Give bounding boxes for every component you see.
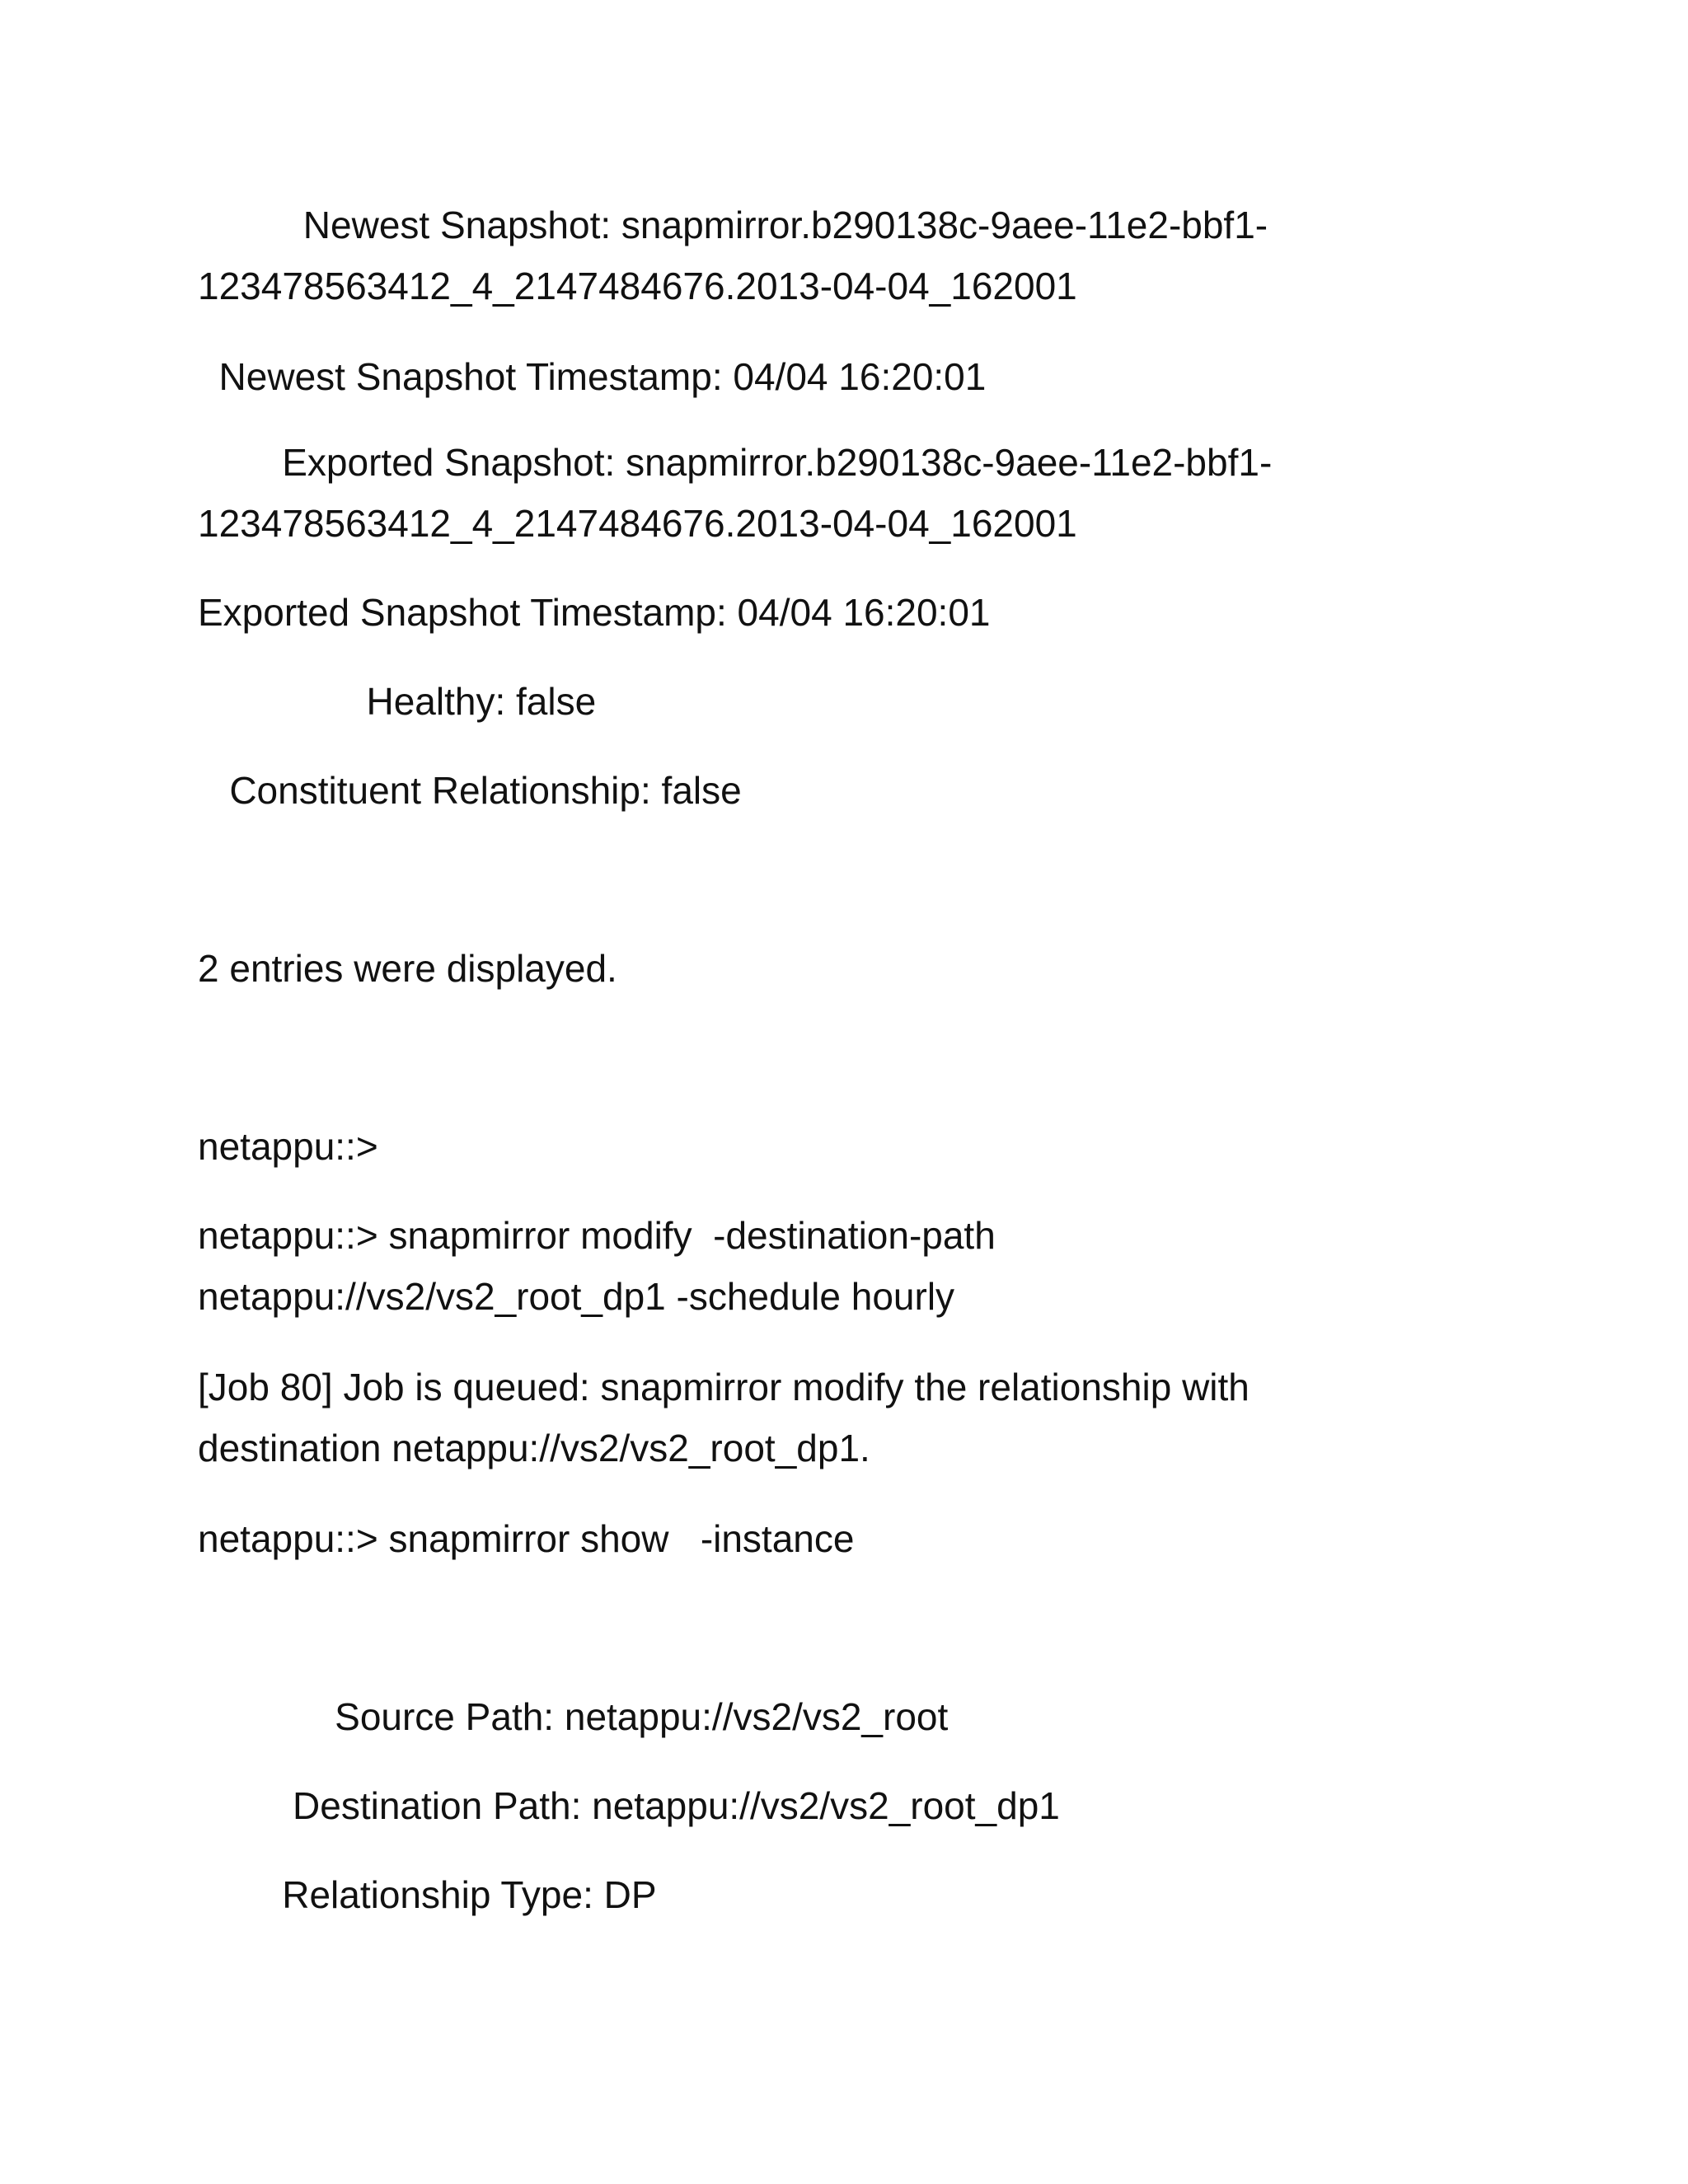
constituent-relationship-line: Constituent Relationship: false (198, 769, 742, 812)
job-queued-message: [Job 80] Job is queued: snapmirror modify the relationship with destination netappu://vs2/vs2_root_dp1. (198, 1366, 1250, 1469)
source-path-line: Source Path: netappu://vs2/vs2_root (198, 1695, 949, 1738)
relationship-type-line: Relationship Type: DP (198, 1873, 657, 1916)
entries-displayed-line: 2 entries were displayed. (198, 947, 617, 990)
exported-snapshot-line: Exported Snapshot: snapmirror.b290138c-9aee-11e2-bbf1- 123478563412_4_2147484676.2013-04-04_162001 (198, 441, 1273, 545)
prompt-line: netappu::> (198, 1125, 378, 1168)
snapmirror-modify-command: netappu::> snapmirror modify -destination-path netappu://vs2/vs2_root_dp1 -schedule hourly (198, 1214, 996, 1318)
exported-snapshot-timestamp-line: Exported Snapshot Timestamp: 04/04 16:20:01 (198, 591, 991, 634)
snapmirror-show-command: netappu::> snapmirror show -instance (198, 1517, 855, 1560)
newest-snapshot-line: Newest Snapshot: snapmirror.b290138c-9aee-11e2-bbf1- 123478563412_4_2147484676.2013-04-04_162001 (198, 204, 1268, 307)
newest-snapshot-timestamp-line: Newest Snapshot Timestamp: 04/04 16:20:01 (198, 355, 987, 398)
healthy-line: Healthy: false (198, 680, 597, 723)
destination-path-line: Destination Path: netappu://vs2/vs2_root_dp1 (198, 1784, 1060, 1827)
